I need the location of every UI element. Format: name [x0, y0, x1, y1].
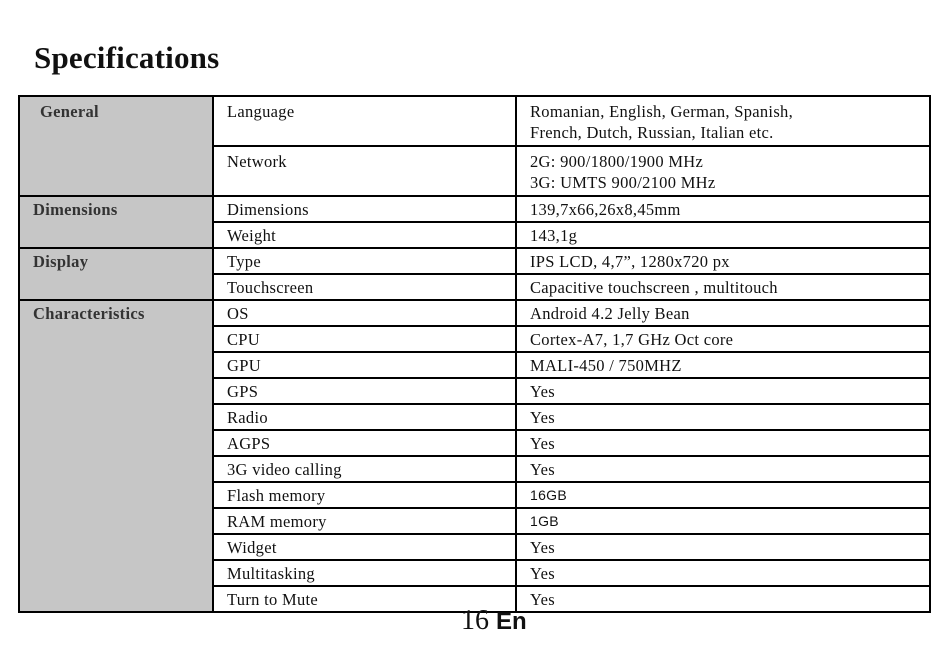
parameter-cell: Flash memory	[213, 482, 516, 508]
value-cell	[516, 248, 930, 274]
parameter-cell: GPU	[213, 352, 516, 378]
value-line: 139,7x66,26x8,45mm	[530, 200, 681, 219]
parameter-cell: Multitasking	[213, 560, 516, 586]
parameter-cell: RAM memory	[213, 508, 516, 534]
category-cell: Dimensions	[19, 196, 213, 248]
value-line: 3G: UMTS 900/2100 MHz	[530, 173, 716, 192]
value-cell	[516, 326, 930, 352]
category-cell: Display	[19, 248, 213, 300]
parameter-cell: Language	[213, 96, 516, 146]
value-line: 143,1g	[530, 226, 578, 245]
parameter-cell: Weight	[213, 222, 516, 248]
value-cell	[516, 96, 930, 146]
value-cell	[516, 274, 930, 300]
value-cell	[516, 560, 930, 586]
value-cell	[516, 196, 930, 222]
value-line: French, Dutch, Russian, Italian etc.	[530, 123, 774, 142]
parameter-cell: Widget	[213, 534, 516, 560]
page-title: Specifications	[34, 40, 220, 75]
value-cell	[516, 352, 930, 378]
value-cell	[516, 146, 930, 196]
value-line: Yes	[530, 382, 555, 401]
table-row	[19, 96, 930, 146]
value-line: Romanian, English, German, Spanish,	[530, 102, 794, 121]
parameter-cell: Touchscreen	[213, 274, 516, 300]
parameter-cell: CPU	[213, 326, 516, 352]
value-cell	[516, 430, 930, 456]
value-cell	[516, 482, 930, 508]
parameter-cell: Dimensions	[213, 196, 516, 222]
value-line: 1GB	[530, 513, 559, 529]
parameter-cell: OS	[213, 300, 516, 326]
value-line: Yes	[530, 434, 555, 453]
parameter-cell: Turn to Mute	[213, 586, 516, 612]
value-line: MALI-450 / 750MHZ	[530, 356, 682, 375]
value-cell	[516, 378, 930, 404]
value-line: Yes	[530, 564, 555, 583]
value-cell	[516, 508, 930, 534]
value-line: Cortex-A7, 1,7 GHz Oct core	[530, 330, 734, 349]
table-row	[19, 300, 930, 326]
value-line: Yes	[530, 538, 555, 557]
parameter-cell: 3G video calling	[213, 456, 516, 482]
table-row	[19, 248, 930, 274]
value-cell	[516, 222, 930, 248]
parameter-cell: Type	[213, 248, 516, 274]
specifications-table	[18, 95, 931, 613]
value-line: Capacitive touchscreen , multitouch	[530, 278, 778, 297]
parameter-cell: Radio	[213, 404, 516, 430]
value-line: Android 4.2 Jelly Bean	[530, 304, 690, 323]
parameter-cell: AGPS	[213, 430, 516, 456]
value-cell	[516, 404, 930, 430]
language-code: En	[496, 608, 527, 635]
parameter-cell: Network	[213, 146, 516, 196]
value-cell	[516, 586, 930, 612]
value-line: Yes	[530, 460, 555, 479]
parameter-cell: GPS	[213, 378, 516, 404]
category-cell: Characteristics	[19, 300, 213, 612]
value-line: 16GB	[530, 487, 567, 503]
value-line: 2G: 900/1800/1900 MHz	[530, 152, 704, 171]
page-footer	[461, 603, 527, 640]
page-number: 16	[461, 605, 489, 636]
table-row	[19, 196, 930, 222]
value-line: Yes	[530, 590, 555, 609]
value-line: Yes	[530, 408, 555, 427]
category-cell: General	[19, 96, 213, 196]
value-line: IPS LCD, 4,7”, 1280x720 px	[530, 252, 730, 271]
value-cell	[516, 456, 930, 482]
value-cell	[516, 300, 930, 326]
value-cell	[516, 534, 930, 560]
